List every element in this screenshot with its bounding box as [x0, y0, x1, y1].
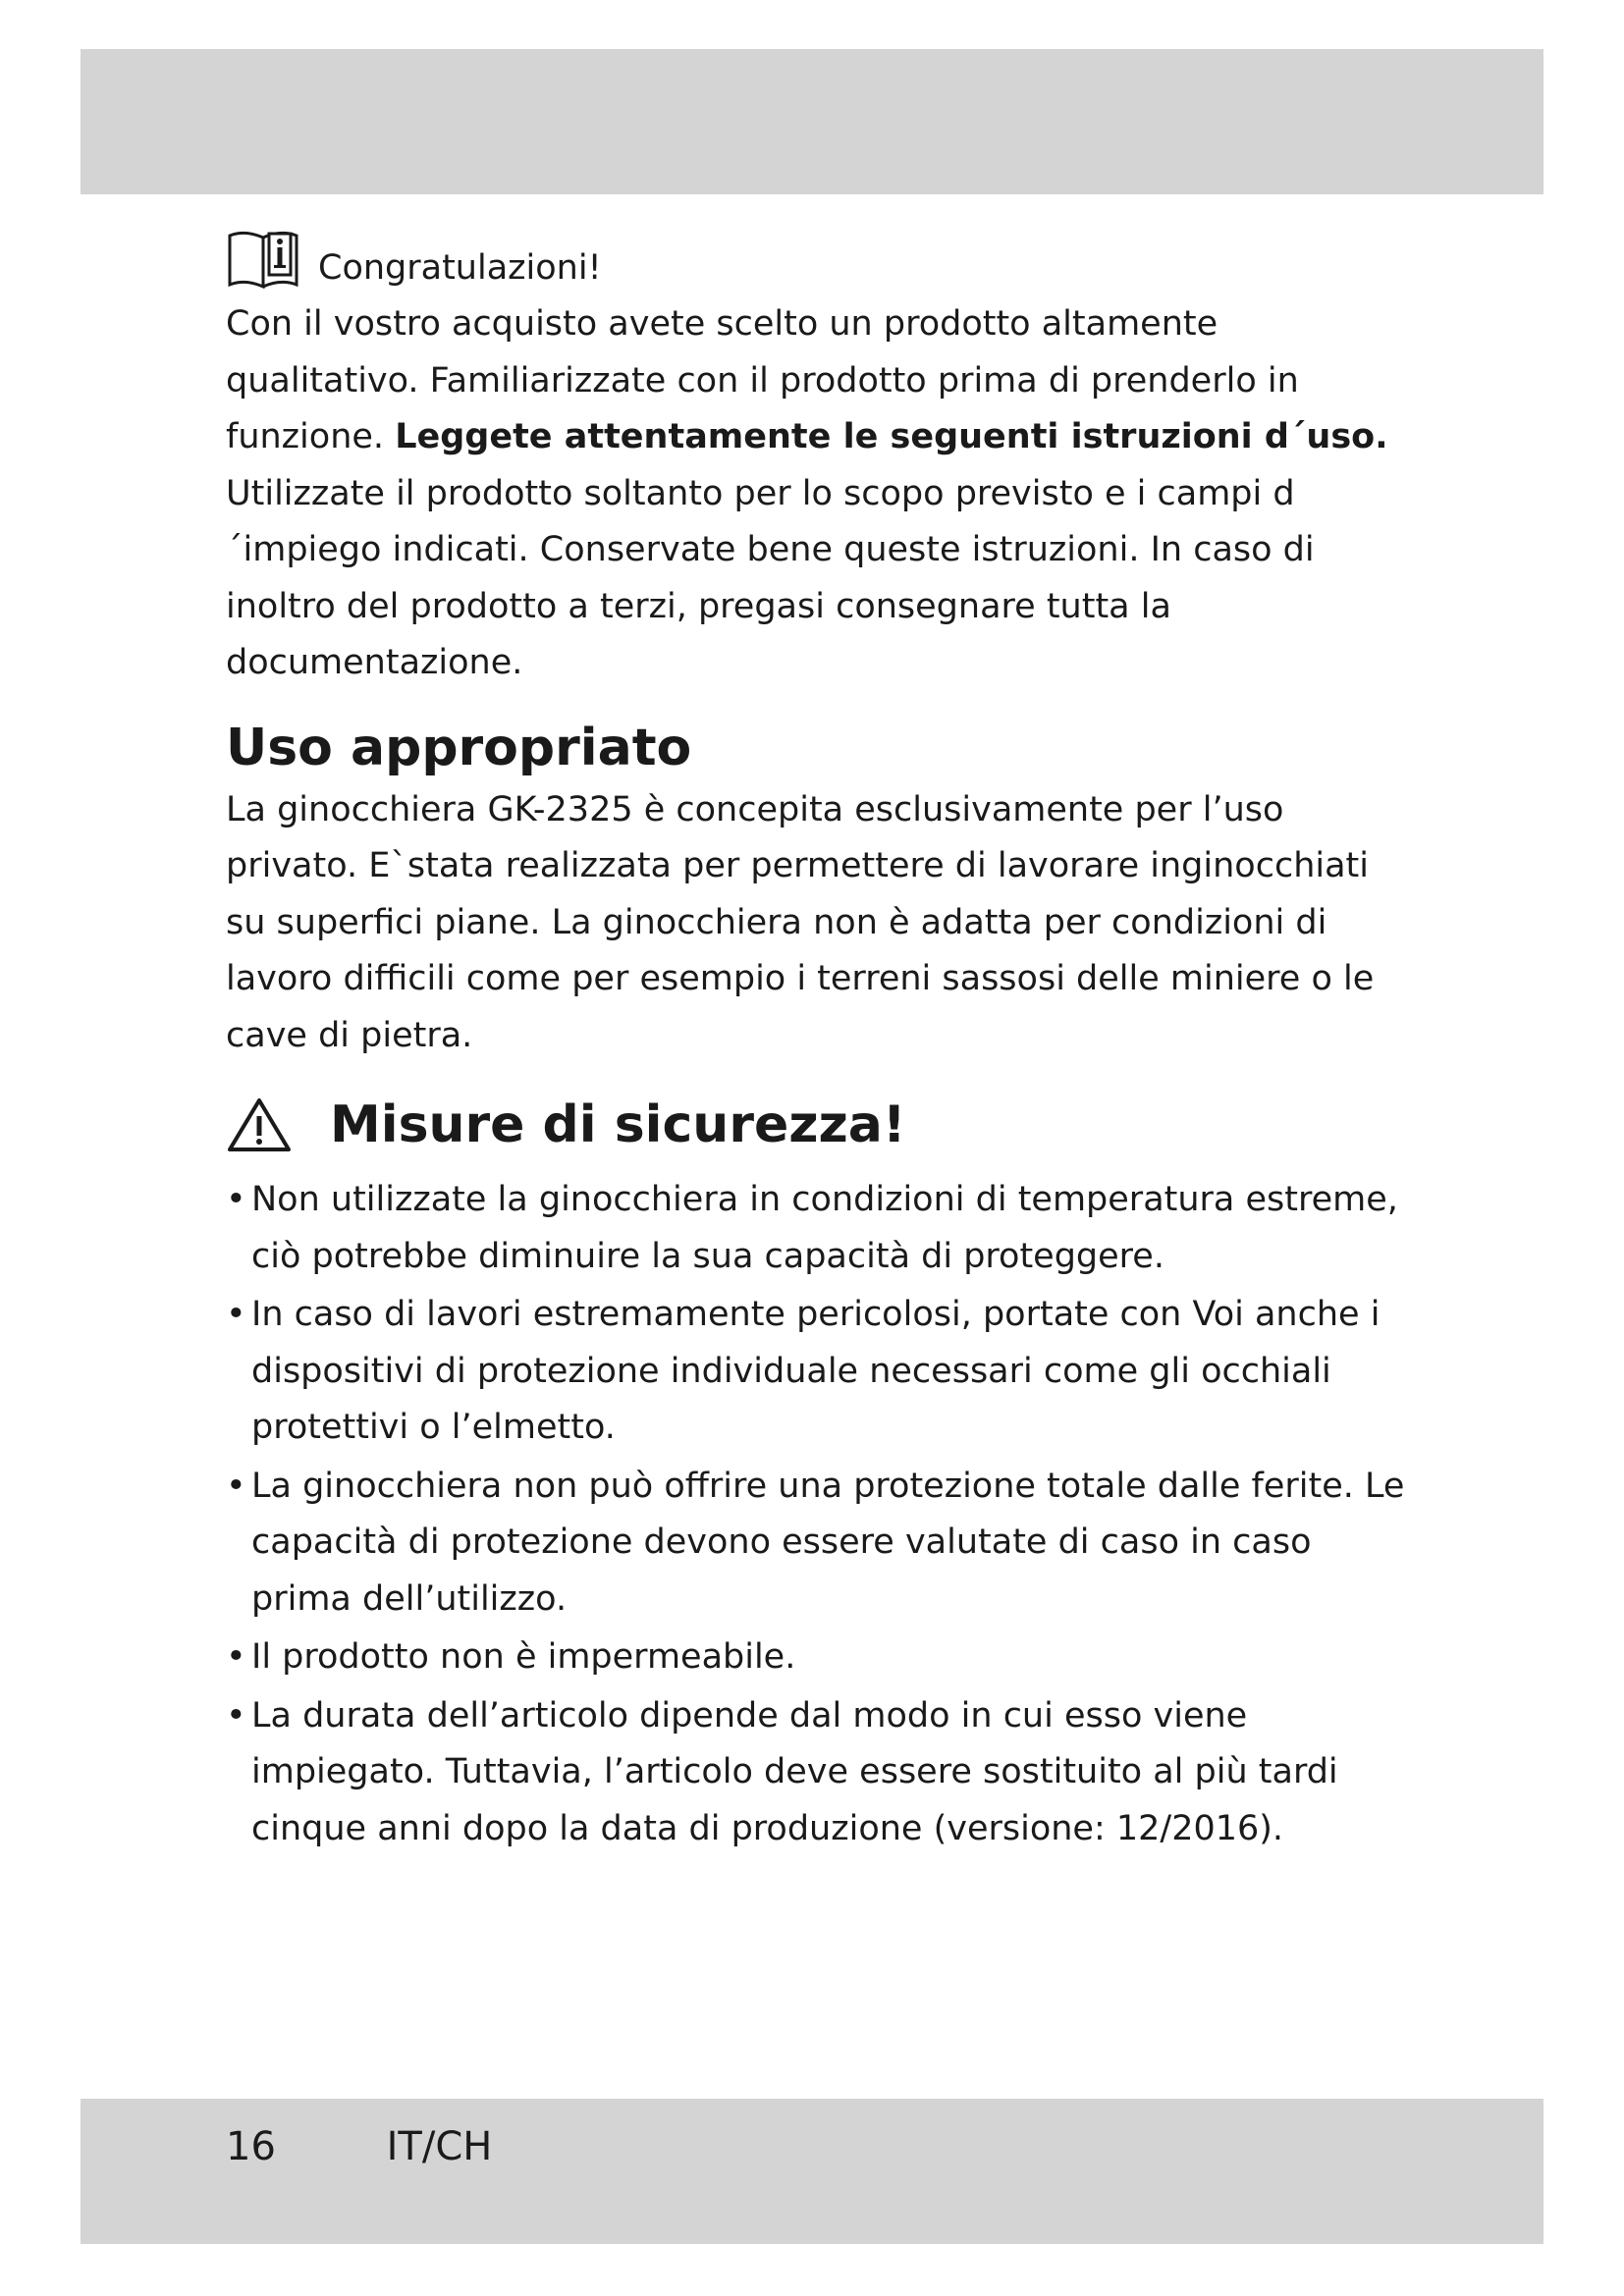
uso-paragraph: La ginocchiera GK-2325 è concepita esclusivamente per l’uso privato. E`stata realizzata per permettere di lavorare inginocchiati su superfici piane. La ginocchiera non è adatta per condizioni di lavoro difficili come per esempio i terreni sassosi delle miniere o le cave di pietra.	[226, 789, 1375, 1055]
header-band	[81, 49, 1543, 194]
list-item: • In caso di lavori estremamente pericolosi, portate con Voi anche i dispositivi di protezione individuale necessari come gli occhiali protettivi o l’elmetto.	[226, 1287, 1414, 1457]
safety-heading: Misure di sicurezza!	[330, 1095, 906, 1154]
list-item: • La durata dell’articolo dipende dal modo in cui esso viene impiegato. Tuttavia, l’articolo deve essere sostituito al più tardi cinque anni dopo la data di produzione (versione: 12/2016).	[226, 1688, 1414, 1858]
language-code: IT/CH	[386, 2124, 493, 2169]
safety-heading-row	[226, 1086, 1414, 1164]
list-item: • Non utilizzate la ginocchiera in condizioni di temperatura estreme, ciò potrebbe diminuire la sua capacità di proteggere.	[226, 1172, 1414, 1285]
intro-heading-row	[226, 218, 1414, 296]
page-number: 16	[226, 2124, 276, 2169]
book-info-icon	[226, 228, 302, 296]
safety-list	[226, 1172, 1414, 1857]
intro-paragraph	[226, 296, 1414, 692]
intro-heading: Congratulazioni!	[318, 247, 602, 288]
warning-icon	[226, 1096, 293, 1153]
intro-text-before-bold: Con il vostro acquisto avete scelto un prodotto altamente qualitativo. Familiarizzate con il prodotto prima di prenderlo in funzione.	[226, 304, 1299, 456]
page-content	[226, 218, 1414, 1859]
intro-bold-instruction: Leggete attentamente le seguenti istruzioni d´uso.	[395, 417, 1388, 456]
intro-text-after-bold: Utilizzate il prodotto soltanto per lo scopo previsto e i campi d´impiego indicati. Conservate bene queste istruzioni. In caso di inoltro del prodotto a terzi, pregasi consegnare tutta la documentazione.	[226, 473, 1315, 682]
footer	[226, 2117, 492, 2176]
list-item: • Il prodotto non è impermeabile.	[226, 1629, 1414, 1686]
uso-heading: Uso appropriato	[226, 718, 692, 777]
list-item: • La ginocchiera non può offrire una protezione totale dalle ferite. Le capacità di protezione devono essere valutate di caso in caso prima dell’utilizzo.	[226, 1459, 1414, 1629]
